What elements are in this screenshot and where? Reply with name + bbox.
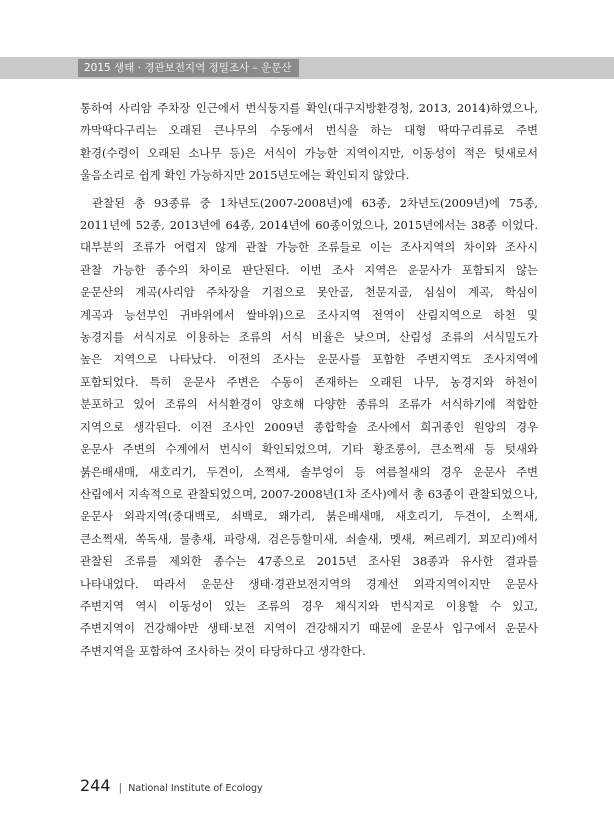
footer-organization: National Institute of Ecology (128, 783, 263, 794)
text-line: 주변지역이 건강해야만 생태·보전 지역이 건강해지기 때문에 운문사 입구에서 운문사 (80, 621, 538, 636)
text-line: 붉은배새매, 새호리기, 두견이, 소쩍새, 솔부엉이 등 여름철새의 경우 운문사 주변 (80, 464, 538, 479)
page-number: 244 (80, 776, 111, 795)
running-header-title: 2015 생태 · 경관보전지역 정밀조사 – 운문산 (78, 59, 299, 77)
page-footer (80, 776, 263, 795)
text-line: 까막딱다구리는 오래된 큰나무의 수동에서 번식을 하는 대형 딱따구리류로 주변 (80, 123, 538, 138)
text-line: 운문사 주변의 수계에서 번식이 확인되었으며, 기타 황조롱이, 큰소쩍새 등 텃새와 (80, 442, 538, 457)
text-line: 관찰된 총 93종류 중 1차년도(2007-2008년)에 63종, 2차년도(2009년)에 75종, (92, 195, 538, 210)
body-text (80, 97, 538, 662)
text-line: 주변지역을 포함하여 조사하는 것이 타당하다고 생각한다. (80, 643, 366, 658)
text-line: 환경(수령이 오래된 소나무 등)은 서식이 가능한 지역이지만, 이동성이 적은 텃새로서 (80, 145, 538, 160)
text-line: 지역으로 생각된다. 이전 조사인 2009년 종합학술 조사에서 희귀종인 원앙의 경우 (80, 419, 538, 434)
text-line: 관찰 가능한 종수의 차이로 판단된다. 이번 조사 지역은 운문사가 포함되지 않는 (80, 262, 538, 277)
footer-separator: | (118, 781, 123, 794)
text-line: 대부분의 조류가 어렵지 않게 관찰 가능한 조류들로 이는 조사지역의 차이와 조사시 (80, 240, 538, 255)
text-line: 계곡과 능선부인 귀바위에서 쌀바위)으로 조사지역 전역이 산림지역으로 하천 및 (80, 307, 538, 322)
text-line: 산림에서 지속적으로 관찰되었으며, 2007-2008년(1차 조사)에서 총 63종이 관찰되었으나, (80, 486, 538, 501)
text-line: 통하여 사리암 주차장 인근에서 번식둥지를 확인(대구지방환경청, 2013, 2014)하였으나, (80, 101, 538, 115)
text-line: 운문사 외곽지역(중대백로, 쇠백로, 왜가리, 붉은배새매, 새호리기, 두견이, 소쩍새, (80, 509, 538, 524)
text-line: 울음소리로 쉽게 확인 가능하지만 2015년도에는 확인되지 않았다. (80, 168, 410, 183)
text-line: 2011년에 52종, 2013년에 64종, 2014년에 60종이었으나, 2015년에서는 38종 이었다. (80, 218, 538, 233)
text-line: 관찰된 조류를 제외한 종수는 47종으로 2015년 조사된 38종과 유사한 결과를 (80, 554, 538, 569)
text-line: 포함되었다. 특히 운문사 주변은 수동이 존재하는 오래된 나무, 농경지와 하천이 (80, 374, 538, 389)
text-line: 높은 지역으로 나타났다. 이전의 조사는 운문사를 포함한 주변지역도 조사지역에 (80, 352, 538, 367)
text-line: 큰소쩍새, 쏙독새, 물총새, 파랑새, 검은등할미새, 쇠솔새, 멧새, 쩌르레기, 꾀꼬리)에서 (80, 531, 538, 546)
text-line: 운문산의 계곡(사리암 주차장을 기점으로 못안골, 천문지골, 심심이 계곡, 학심이 (80, 285, 538, 300)
text-line: 나타내었다. 따라서 운문산 생태·경관보전지역의 경계선 외곽지역이지만 운문사 (80, 576, 538, 591)
text-line: 농경지를 서식지로 이용하는 조류의 서식 비율은 낮으며, 산림성 조류의 서식밀도가 (80, 330, 538, 345)
text-line: 분포하고 있어 조류의 서식환경이 양호해 다양한 종류의 조류가 서식하기에 적합한 (80, 397, 538, 412)
text-line: 주변지역 역시 이동성이 있는 조류의 경우 채식지와 번식지로 이용할 수 있고, (80, 598, 538, 613)
